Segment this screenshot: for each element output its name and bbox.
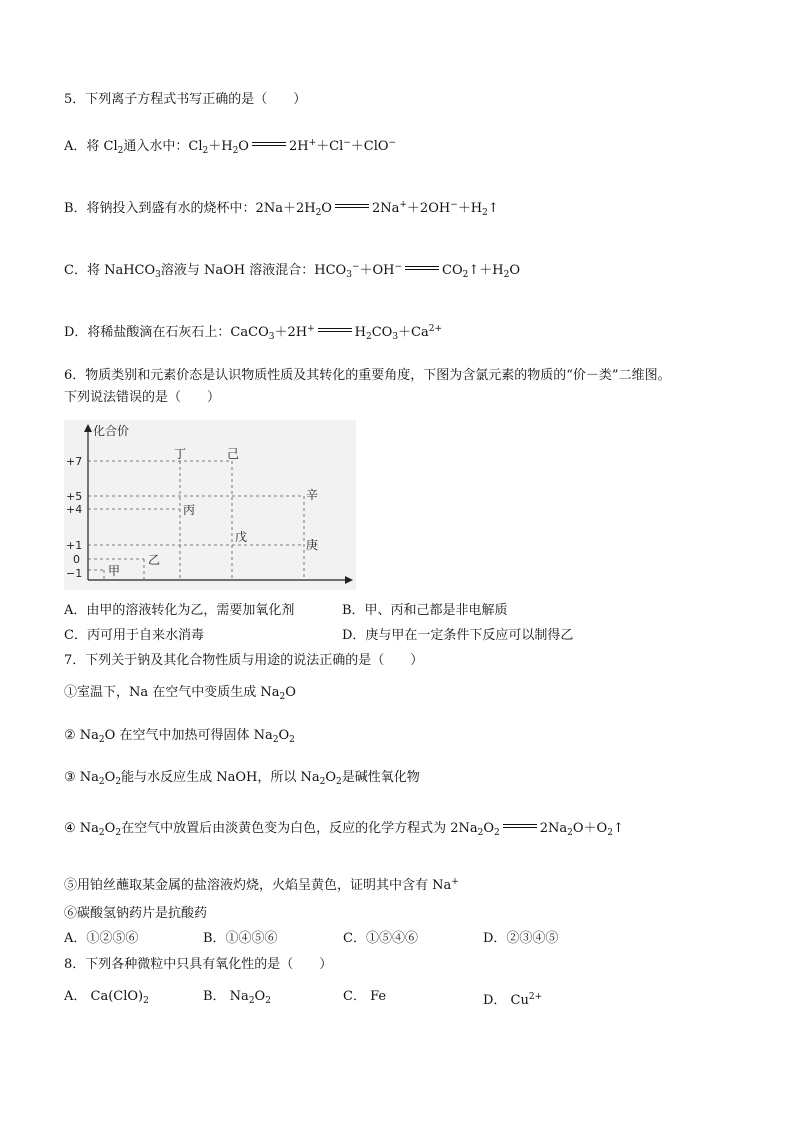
q7-stem: 7．下列关于钠及其化合物性质与用途的说法正确的是（ ）: [64, 653, 424, 668]
equals-rule: [318, 328, 352, 332]
q6-option-b: B．甲、丙和己都是非电解质: [342, 603, 508, 618]
q7-statement-3: ③ $Na_2O_2$能与水反应生成 NaOH，所以 $Na_2O_2$是碱性氧化物: [64, 770, 420, 787]
label-wu: 戊: [235, 530, 248, 544]
q5-option-a: A．将 $Cl_2$通入水中：$Cl_2+H_2O$ 2H+＋Cl−＋ClO−: [64, 138, 397, 156]
q8-option-c: C． Fe: [343, 989, 387, 1004]
q7-statement-4: ④ $Na_2O_2$在空气中放置后由淡黄色变为白色，反应的化学方程式为 $2Na_2O_2$ $2Na_2O+O_2↑$: [64, 821, 624, 838]
equals-rule: [252, 142, 286, 146]
equals-rule: [335, 204, 369, 208]
q7-statement-5: ⑤用铂丝蘸取某金属的盐溶液灼烧，火焰呈黄色，证明其中含有 Na+: [64, 877, 459, 893]
q7-statement-6: ⑥碳酸氢钠药片是抗酸药: [64, 906, 208, 921]
label-bing: 丙: [183, 503, 196, 517]
q8-option-a: A． $Ca(ClO)_2$: [64, 989, 149, 1006]
valence-class-diagram: [64, 420, 356, 590]
tick-plus5: +5: [66, 490, 83, 503]
tick-plus1: +1: [66, 539, 83, 552]
q8-option-d: D． $Cu^{2+}$: [483, 992, 543, 1008]
tick-plus7: +7: [66, 455, 83, 468]
equals-rule: [405, 266, 439, 270]
q8-stem: 8．下列各种微粒中只具有氧化性的是（ ）: [64, 957, 333, 972]
q7-statement-2: ② $Na_2O$ 在空气中加热可得固体 $Na_2O_2$: [64, 728, 295, 745]
q6-option-c: C．丙可用于自来水消毒: [64, 628, 204, 643]
tick-minus1: −1: [66, 567, 83, 580]
tick-plus4: +4: [66, 503, 83, 516]
y-axis-title: 化合价: [93, 424, 130, 438]
q6-stem: 6．物质类别和元素价态是认识物质性质及其转化的重要角度，下图为含氯元素的物质的“价－类”二维图。: [64, 368, 671, 383]
label-ji: 己: [227, 447, 240, 461]
q7-option-c: C．①⑤④⑥: [343, 931, 418, 946]
q5-option-d: D．将稀盐酸滴在石灰石上：CaCO$_3$＋2H+ $H_2CO_3+Ca^{2+}$: [64, 324, 443, 342]
q6-option-a: A．由甲的溶液转化为乙，需要加氧化剂: [64, 603, 295, 618]
tick-zero: 0: [73, 553, 80, 566]
q7-option-b: B．①④⑤⑥: [203, 931, 278, 946]
q7-option-a: A．①②⑤⑥: [64, 931, 139, 946]
label-jia: 甲: [108, 564, 121, 578]
equals-rule: [503, 824, 537, 828]
label-ding: 丁: [174, 447, 187, 461]
label-geng: 庚: [306, 538, 319, 552]
q6-option-d: D．庚与甲在一定条件下反应可以制得乙: [342, 628, 574, 643]
q7-statement-1: ①室温下，Na 在空气中变质生成 $Na_2O$: [64, 685, 296, 702]
q5-stem: 5．下列离子方程式书写正确的是（ ）: [64, 92, 307, 107]
q6-stem-2: 下列说法错误的是（ ）: [64, 390, 221, 405]
label-yi: 乙: [148, 553, 161, 567]
q5-option-c: C．将 NaHCO$_3$溶液与 NaOH 溶液混合：$HCO_3^-+OH^-$ $CO_2↑+H_2O$: [64, 262, 521, 280]
q7-option-d: D．②③④⑤: [483, 931, 559, 946]
q8-option-b: B． $Na_2O_2$: [203, 989, 271, 1006]
q5-option-b: B．将钠投入到盛有水的烧杯中：$2Na+2H_2O$ $2Na^++2OH^-+H_2↑$: [64, 200, 499, 218]
label-xin: 辛: [306, 488, 319, 502]
